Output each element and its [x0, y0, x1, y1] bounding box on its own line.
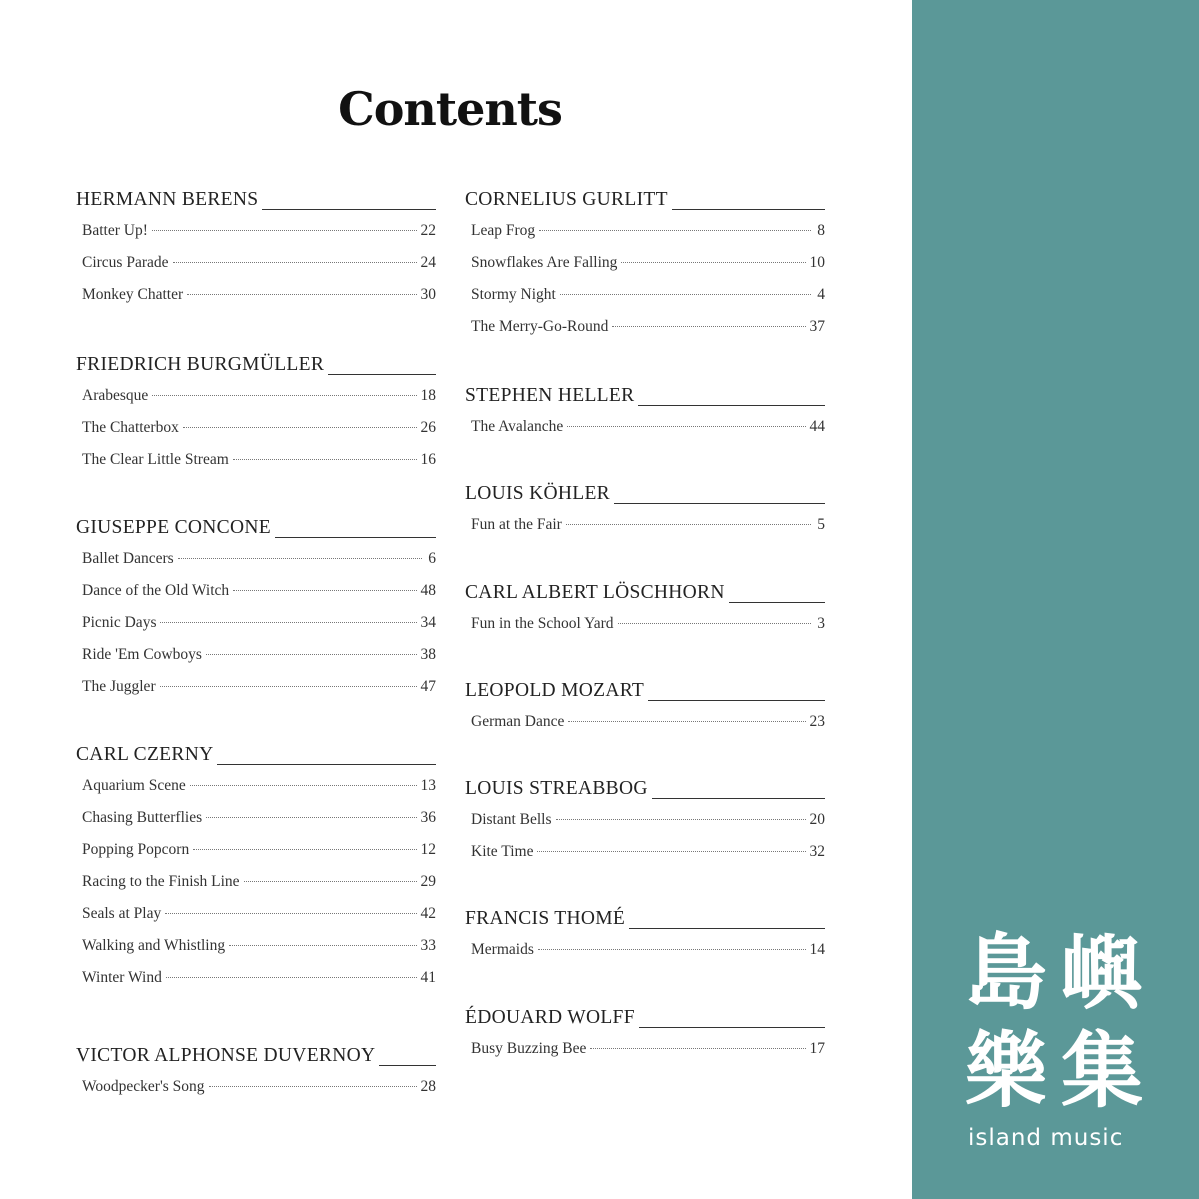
page-number: 16	[420, 451, 436, 468]
piece-title: Leap Frog	[471, 222, 536, 239]
piece-title: Racing to the Finish Line	[82, 873, 240, 890]
page-number: 37	[809, 318, 825, 335]
dot-leader	[152, 230, 417, 231]
composer-section	[76, 511, 436, 703]
composer-name: STEPHEN HELLER	[465, 385, 635, 406]
composer-heading	[465, 902, 825, 930]
heading-rule	[379, 1065, 436, 1066]
piece-title: Arabesque	[82, 387, 149, 404]
toc-entry	[82, 1071, 436, 1103]
toc-entry	[471, 411, 825, 443]
dot-leader	[183, 427, 417, 428]
dot-leader	[566, 524, 811, 525]
toc-entry	[471, 836, 825, 868]
dot-leader	[233, 590, 416, 591]
piece-title: Walking and Whistling	[82, 937, 226, 954]
piece-title: The Juggler	[82, 678, 156, 695]
piece-list	[465, 604, 825, 640]
dot-leader	[152, 395, 416, 396]
piece-list	[76, 766, 436, 994]
heading-rule	[672, 209, 825, 210]
dot-leader	[173, 262, 417, 263]
toc-entry	[82, 639, 436, 671]
heading-rule	[328, 374, 436, 375]
toc-entry	[471, 247, 825, 279]
piece-title: The Chatterbox	[82, 419, 179, 436]
piece-list	[465, 1029, 825, 1065]
heading-rule	[629, 928, 825, 929]
heading-rule	[652, 798, 825, 799]
toc-entry	[82, 962, 436, 994]
piece-title: Winter Wind	[82, 969, 162, 986]
composer-section	[465, 902, 825, 966]
piece-title: Chasing Butterflies	[82, 809, 203, 826]
page-number: 13	[420, 777, 436, 794]
right-column	[465, 183, 825, 1065]
page-number: 28	[420, 1078, 436, 1095]
piece-title: Aquarium Scene	[82, 777, 186, 794]
dot-leader	[568, 721, 805, 722]
piece-title: Kite Time	[471, 843, 534, 860]
page-number: 36	[420, 809, 436, 826]
composer-section	[76, 183, 436, 311]
piece-title: Picnic Days	[82, 614, 157, 631]
composer-section	[465, 576, 825, 640]
piece-list	[76, 211, 436, 311]
composer-name: CARL CZERNY	[76, 744, 214, 765]
composer-name: CARL ALBERT LÖSCHHORN	[465, 582, 725, 603]
page-number: 20	[809, 811, 825, 828]
piece-title: Mermaids	[471, 941, 534, 958]
toc-entry	[471, 608, 825, 640]
composer-heading	[465, 674, 825, 702]
dot-leader	[621, 262, 805, 263]
piece-list	[465, 800, 825, 868]
dot-leader	[618, 623, 811, 624]
dot-leader	[612, 326, 805, 327]
dot-leader	[538, 949, 806, 950]
logo-char: 島	[964, 926, 1047, 1021]
piece-title: Monkey Chatter	[82, 286, 184, 303]
piece-title: Woodpecker's Song	[82, 1078, 205, 1095]
toc-entry	[471, 215, 825, 247]
page-number: 33	[420, 937, 436, 954]
toc-entry	[471, 279, 825, 311]
composer-heading	[465, 772, 825, 800]
composer-section	[465, 772, 825, 868]
piece-title: The Avalanche	[471, 418, 564, 435]
composer-name: VICTOR ALPHONSE DUVERNOY	[76, 1045, 376, 1066]
piece-title: Batter Up!	[82, 222, 148, 239]
piece-title: Ballet Dancers	[82, 550, 174, 567]
toc-entry	[82, 575, 436, 607]
dot-leader	[537, 851, 805, 852]
island-music-logo	[958, 925, 1158, 1155]
toc-entry	[82, 770, 436, 802]
piece-title: Stormy Night	[471, 286, 556, 303]
heading-rule	[648, 700, 825, 701]
dot-leader	[244, 881, 417, 882]
toc-entry	[82, 543, 436, 575]
dot-leader	[567, 426, 805, 427]
composer-name: LOUIS KÖHLER	[465, 483, 610, 504]
page-number: 10	[809, 254, 825, 271]
composer-section	[76, 1039, 436, 1103]
page-number: 3	[817, 615, 825, 632]
dot-leader	[160, 686, 417, 687]
logo-char: 樂	[964, 1024, 1047, 1119]
composer-name: HERMANN BERENS	[76, 189, 259, 210]
piece-title: The Merry-Go-Round	[471, 318, 609, 335]
piece-title: Busy Buzzing Bee	[471, 1040, 587, 1057]
logo-wordmark: island music	[968, 1125, 1124, 1151]
composer-section	[76, 348, 436, 476]
piece-list	[76, 376, 436, 476]
piece-title: Circus Parade	[82, 254, 169, 271]
composer-name: FRIEDRICH BURGMÜLLER	[76, 354, 325, 375]
composer-heading	[76, 511, 436, 539]
dot-leader	[187, 294, 416, 295]
composer-heading	[465, 1001, 825, 1029]
composer-heading	[76, 183, 436, 211]
toc-entry	[82, 834, 436, 866]
dot-leader	[539, 230, 811, 231]
piece-title: German Dance	[471, 713, 565, 730]
toc-entry	[82, 215, 436, 247]
heading-rule	[262, 209, 436, 210]
toc-entry	[471, 934, 825, 966]
toc-entry	[471, 804, 825, 836]
piece-list	[465, 930, 825, 966]
toc-entry	[471, 706, 825, 738]
piece-list	[76, 1067, 436, 1103]
dot-leader	[229, 945, 416, 946]
logo-char: 集	[1060, 1024, 1143, 1119]
piece-list	[465, 407, 825, 443]
page-number: 44	[809, 418, 825, 435]
toc-entry	[471, 311, 825, 343]
composer-name: ÉDOUARD WOLFF	[465, 1007, 635, 1028]
page-number: 32	[809, 843, 825, 860]
piece-list	[465, 505, 825, 541]
composer-name: LEOPOLD MOZART	[465, 680, 645, 701]
composer-heading	[465, 379, 825, 407]
heading-rule	[639, 1027, 825, 1028]
dot-leader	[209, 1086, 417, 1087]
page-number: 26	[420, 419, 436, 436]
page-number: 38	[420, 646, 436, 663]
dot-leader	[166, 977, 417, 978]
piece-title: Seals at Play	[82, 905, 162, 922]
toc-entry	[82, 930, 436, 962]
dot-leader	[190, 785, 417, 786]
page-number: 30	[420, 286, 436, 303]
heading-rule	[217, 764, 436, 765]
dot-leader	[206, 817, 416, 818]
page-number: 18	[420, 387, 436, 404]
page-number: 4	[817, 286, 825, 303]
page-number: 41	[420, 969, 436, 986]
toc-entry	[82, 898, 436, 930]
dot-leader	[233, 459, 417, 460]
composer-heading	[465, 477, 825, 505]
dot-leader	[560, 294, 811, 295]
composer-section	[465, 674, 825, 738]
composer-section	[465, 379, 825, 443]
piece-title: Snowflakes Are Falling	[471, 254, 618, 271]
dot-leader	[206, 654, 417, 655]
logo-char: 嶼	[1060, 926, 1143, 1021]
dot-leader	[556, 819, 806, 820]
toc-entry	[471, 1033, 825, 1065]
composer-section	[465, 183, 825, 343]
composer-heading	[76, 348, 436, 376]
toc-entry	[82, 279, 436, 311]
page-number: 29	[420, 873, 436, 890]
dot-leader	[590, 1048, 805, 1049]
heading-rule	[614, 503, 825, 504]
heading-rule	[638, 405, 825, 406]
toc-entry	[82, 412, 436, 444]
heading-rule	[729, 602, 825, 603]
heading-rule	[275, 537, 436, 538]
piece-title: Ride 'Em Cowboys	[82, 646, 202, 663]
composer-name: GIUSEPPE CONCONE	[76, 517, 271, 538]
page-number: 8	[817, 222, 825, 239]
left-column	[76, 183, 436, 1103]
page-number: 24	[420, 254, 436, 271]
page-title: Contents	[338, 82, 562, 136]
toc-entry	[82, 444, 436, 476]
page-number: 23	[809, 713, 825, 730]
page-number: 14	[809, 941, 825, 958]
dot-leader	[160, 622, 416, 623]
toc-entry	[82, 380, 436, 412]
piece-list	[76, 539, 436, 703]
piece-title: The Clear Little Stream	[82, 451, 229, 468]
composer-heading	[76, 1039, 436, 1067]
composer-name: LOUIS STREABBOG	[465, 778, 648, 799]
piece-title: Distant Bells	[471, 811, 552, 828]
piece-title: Fun at the Fair	[471, 516, 562, 533]
page-number: 42	[420, 905, 436, 922]
composer-name: CORNELIUS GURLITT	[465, 189, 668, 210]
page-number: 5	[817, 516, 825, 533]
toc-entry	[82, 866, 436, 898]
page-number: 17	[809, 1040, 825, 1057]
toc-entry	[82, 607, 436, 639]
composer-heading	[465, 183, 825, 211]
page-number: 22	[420, 222, 436, 239]
piece-title: Fun in the School Yard	[471, 615, 614, 632]
dot-leader	[165, 913, 416, 914]
page-number: 6	[428, 550, 436, 567]
composer-section	[76, 738, 436, 994]
piece-list	[465, 702, 825, 738]
toc-entry	[82, 247, 436, 279]
toc-entry	[471, 509, 825, 541]
dot-leader	[193, 849, 416, 850]
composer-section	[465, 477, 825, 541]
page-number: 34	[420, 614, 436, 631]
composer-heading	[465, 576, 825, 604]
composer-name: FRANCIS THOMÉ	[465, 908, 626, 929]
dot-leader	[178, 558, 422, 559]
page-number: 48	[420, 582, 436, 599]
page-number: 47	[420, 678, 436, 695]
composer-section	[465, 1001, 825, 1065]
composer-heading	[76, 738, 436, 766]
toc-entry	[82, 671, 436, 703]
toc-entry	[82, 802, 436, 834]
piece-title: Popping Popcorn	[82, 841, 190, 858]
page-number: 12	[420, 841, 436, 858]
piece-list	[465, 211, 825, 343]
piece-title: Dance of the Old Witch	[82, 582, 230, 599]
logo-chinese-characters	[958, 925, 1158, 1121]
